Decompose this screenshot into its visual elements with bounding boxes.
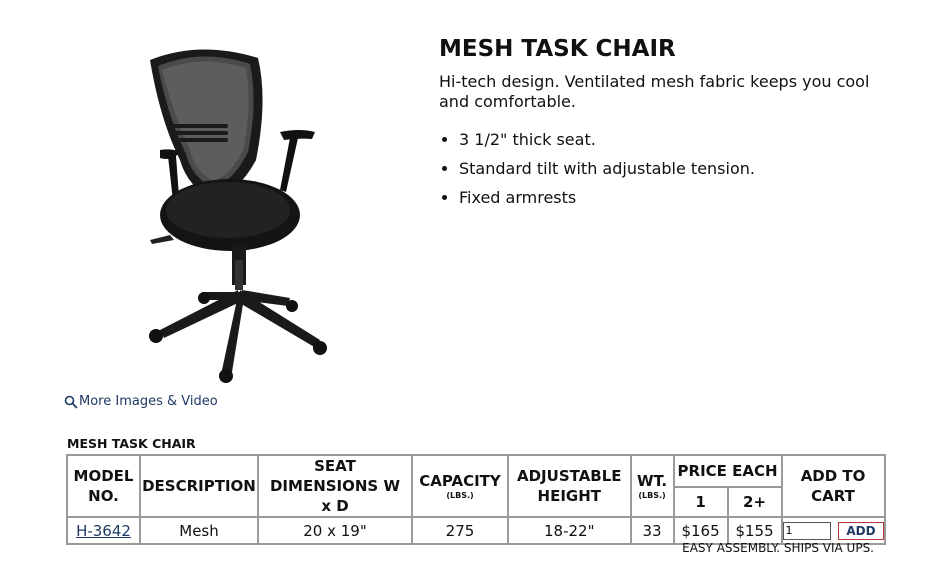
product-image[interactable] bbox=[140, 40, 380, 390]
header-capacity-unit: (LBS.) bbox=[446, 491, 474, 500]
table-section-title: MESH TASK CHAIR bbox=[67, 436, 196, 451]
cell-weight: 33 bbox=[631, 517, 674, 544]
cell-add-to-cart bbox=[782, 517, 885, 544]
model-link[interactable]: H-3642 bbox=[76, 521, 131, 540]
header-price-each: PRICE EACH bbox=[674, 455, 782, 487]
header-model: MODEL NO. bbox=[67, 455, 140, 517]
spec-table bbox=[66, 454, 886, 545]
feature-list bbox=[439, 130, 755, 217]
quantity-input[interactable] bbox=[783, 522, 831, 540]
more-images-label[interactable]: More Images & Video bbox=[79, 394, 218, 409]
header-weight-unit: (LBS.) bbox=[638, 491, 666, 500]
product-description: Hi-tech design. Ventilated mesh fabric keeps you cool and comfortable. bbox=[439, 72, 870, 111]
header-adjustable-height: ADJUSTABLE HEIGHT bbox=[508, 455, 631, 517]
shipping-note: EASY ASSEMBLY. SHIPS VIA UPS. bbox=[682, 541, 874, 555]
header-weight bbox=[631, 455, 674, 517]
feature-item: • Standard tilt with adjustable tension. bbox=[459, 159, 755, 179]
header-seat-dimensions: SEAT DIMENSIONS W x D bbox=[258, 455, 412, 517]
header-add-to-cart: ADD TO CART bbox=[782, 455, 885, 517]
product-title: MESH TASK CHAIR bbox=[439, 36, 676, 62]
header-price-qty-2: 2+ bbox=[728, 487, 782, 517]
cell-adjustable-height: 18-22" bbox=[508, 517, 631, 544]
cell-description: Mesh bbox=[140, 517, 258, 544]
cell-model bbox=[67, 517, 140, 544]
feature-item: • 3 1/2" thick seat. bbox=[459, 130, 755, 150]
cell-price-2: $155 bbox=[728, 517, 782, 544]
more-images-link[interactable] bbox=[64, 394, 218, 409]
cell-price-1: $165 bbox=[674, 517, 728, 544]
add-to-cart-button[interactable]: ADD bbox=[838, 522, 883, 540]
cell-seat-dimensions: 20 x 19" bbox=[258, 517, 412, 544]
header-capacity-label: CAPACITY bbox=[419, 472, 501, 490]
header-capacity bbox=[412, 455, 508, 517]
feature-item: • Fixed armrests bbox=[459, 188, 755, 208]
cell-capacity: 275 bbox=[412, 517, 508, 544]
header-price-qty-1: 1 bbox=[674, 487, 728, 517]
magnifier-icon bbox=[64, 395, 78, 409]
table-row bbox=[67, 517, 885, 544]
header-weight-label: WT. bbox=[636, 472, 668, 490]
header-description: DESCRIPTION bbox=[140, 455, 258, 517]
